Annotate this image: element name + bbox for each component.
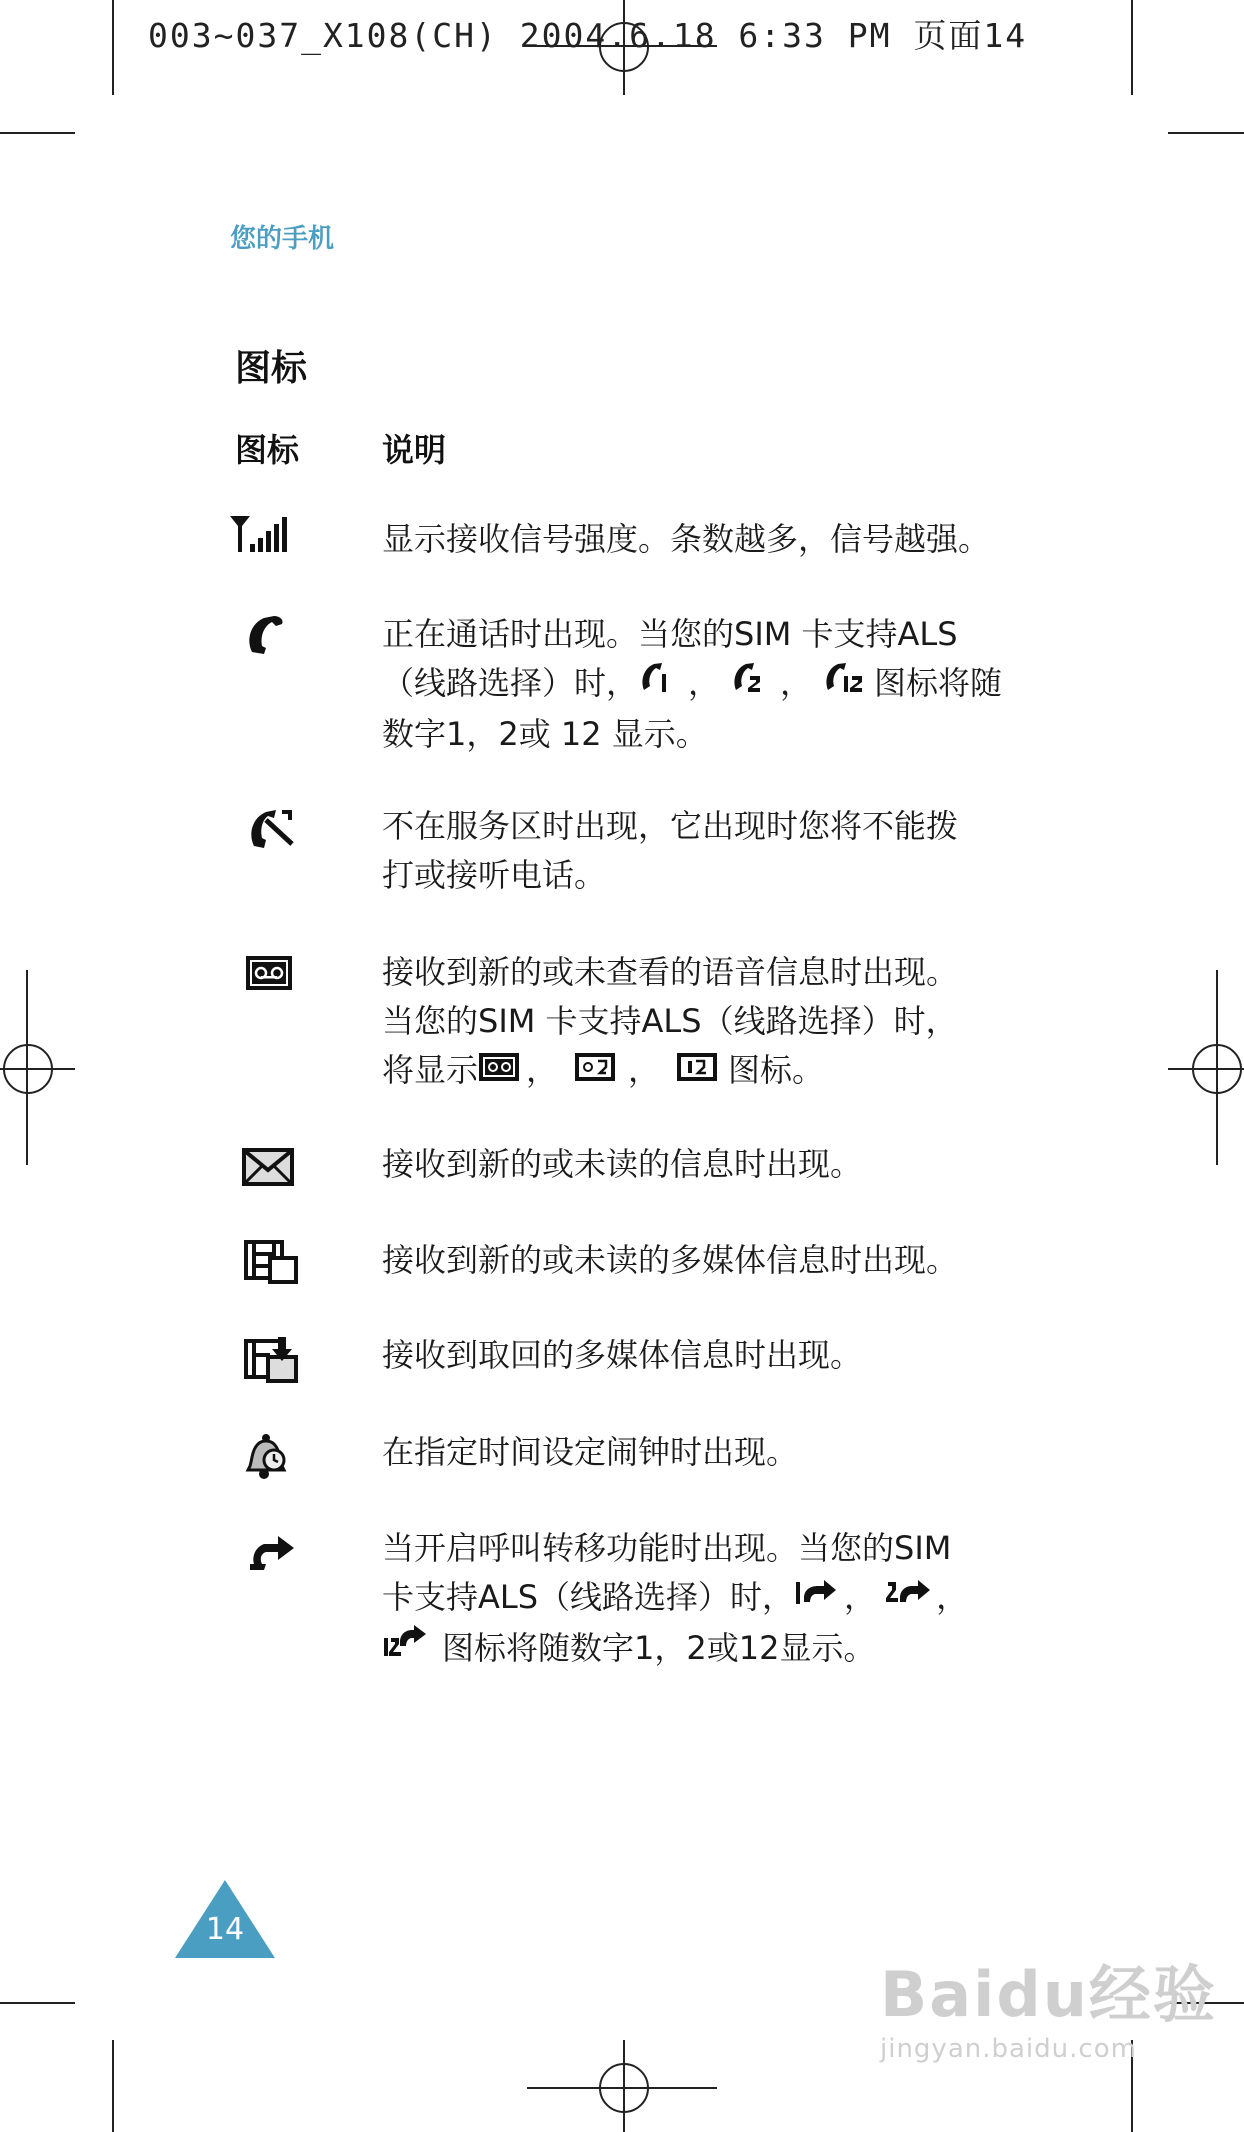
row-description-line: 当您的SIM 卡支持ALS（线路选择）时，	[382, 1002, 958, 1040]
separator-text: ，	[844, 1578, 877, 1616]
row-description-text: 图标。	[728, 1051, 825, 1089]
call-forward-line-2-icon	[886, 1574, 932, 1624]
crop-mark-top-right-v	[1131, 0, 1133, 95]
row-description-line: 打或接听电话。	[382, 856, 607, 894]
watermark-logo-text: Baidu经验	[880, 1958, 1217, 2031]
row-description-text: 图标将随	[874, 664, 1003, 702]
row-description: 接收到新的或未读的信息时出现。	[382, 1145, 863, 1183]
row-description: 显示接收信号强度。条数越多，信号越强。	[382, 520, 991, 558]
call-forward-icon	[244, 1526, 324, 1580]
no-service-icon	[244, 802, 324, 856]
row-description: 在指定时间设定闹钟时出现。	[382, 1433, 799, 1471]
call-forward-line-12-icon	[382, 1624, 428, 1676]
row-description-text: 卡支持ALS（线路选择）时，	[382, 1578, 795, 1616]
call-in-progress-icon	[240, 610, 320, 664]
crop-mark-top-left-h	[0, 132, 75, 134]
voicemail-icon	[244, 954, 324, 1008]
watermark-url: jingyan.baidu.com	[880, 2034, 1137, 2064]
page-number: 14	[205, 1912, 245, 1947]
row-description-line	[382, 659, 1022, 710]
print-header-meta: 003~037_X108(CH) 2004.6.18 6:33 PM 页面14	[148, 16, 1028, 55]
signal-strength-icon	[228, 512, 308, 566]
call-line-12-icon	[822, 660, 868, 710]
row-description-line	[382, 1046, 1022, 1097]
crop-mark-bottom-left-h	[0, 2002, 75, 2004]
page-title: 图标	[235, 348, 308, 389]
baidu-watermark	[880, 1945, 1217, 2064]
crop-mark-top-left-v	[112, 0, 114, 95]
row-description-text: 图标将随数字1，2或12显示。	[442, 1629, 876, 1667]
column-header-icon: 图标	[235, 431, 300, 469]
separator-text: ，	[688, 664, 721, 702]
multimedia-message-icon	[244, 1238, 324, 1292]
registration-mark-left	[3, 1044, 53, 1094]
row-description: 接收到新的或未读的多媒体信息时出现。	[382, 1241, 959, 1279]
row-description: 接收到取回的多媒体信息时出现。	[382, 1336, 863, 1374]
column-header-description: 说明	[382, 431, 447, 469]
call-line-2-icon	[730, 660, 770, 710]
row-description-text: 将显示	[382, 1051, 479, 1089]
row-description-line: 当开启呼叫转移功能时出现。当您的SIM	[382, 1529, 952, 1567]
registration-mark-bottom	[599, 2063, 649, 2113]
separator-text: ，	[936, 1578, 969, 1616]
row-description-line: 接收到新的或未查看的语音信息时出现。	[382, 953, 959, 991]
row-description-line: 正在通话时出现。当您的SIM 卡支持ALS	[382, 615, 958, 653]
row-description-line	[382, 1573, 1022, 1624]
voicemail-line-2-icon	[574, 1048, 616, 1097]
alarm-bell-icon	[240, 1430, 320, 1484]
registration-mark-right	[1192, 1044, 1242, 1094]
separator-text: ，	[526, 1051, 559, 1089]
crop-mark-bottom-left-v	[112, 2040, 114, 2132]
call-forward-line-1-icon	[794, 1574, 840, 1624]
crop-mark-top-right-h	[1168, 132, 1244, 134]
row-description-text: （线路选择）时，	[382, 664, 639, 702]
new-message-icon	[240, 1144, 320, 1198]
call-line-1-icon	[638, 660, 678, 710]
section-tag: 您的手机	[230, 224, 335, 254]
voicemail-line-1-icon	[478, 1048, 520, 1097]
row-description-line: 不在服务区时出现，它出现时您将不能拨	[382, 807, 959, 845]
voicemail-line-12-icon	[676, 1048, 718, 1097]
row-description-line	[382, 1624, 1022, 1676]
row-description-line: 数字1，2或 12 显示。	[382, 715, 708, 753]
retrieved-multimedia-icon	[244, 1335, 324, 1389]
separator-text: ，	[780, 664, 813, 702]
separator-text: ，	[628, 1051, 661, 1089]
